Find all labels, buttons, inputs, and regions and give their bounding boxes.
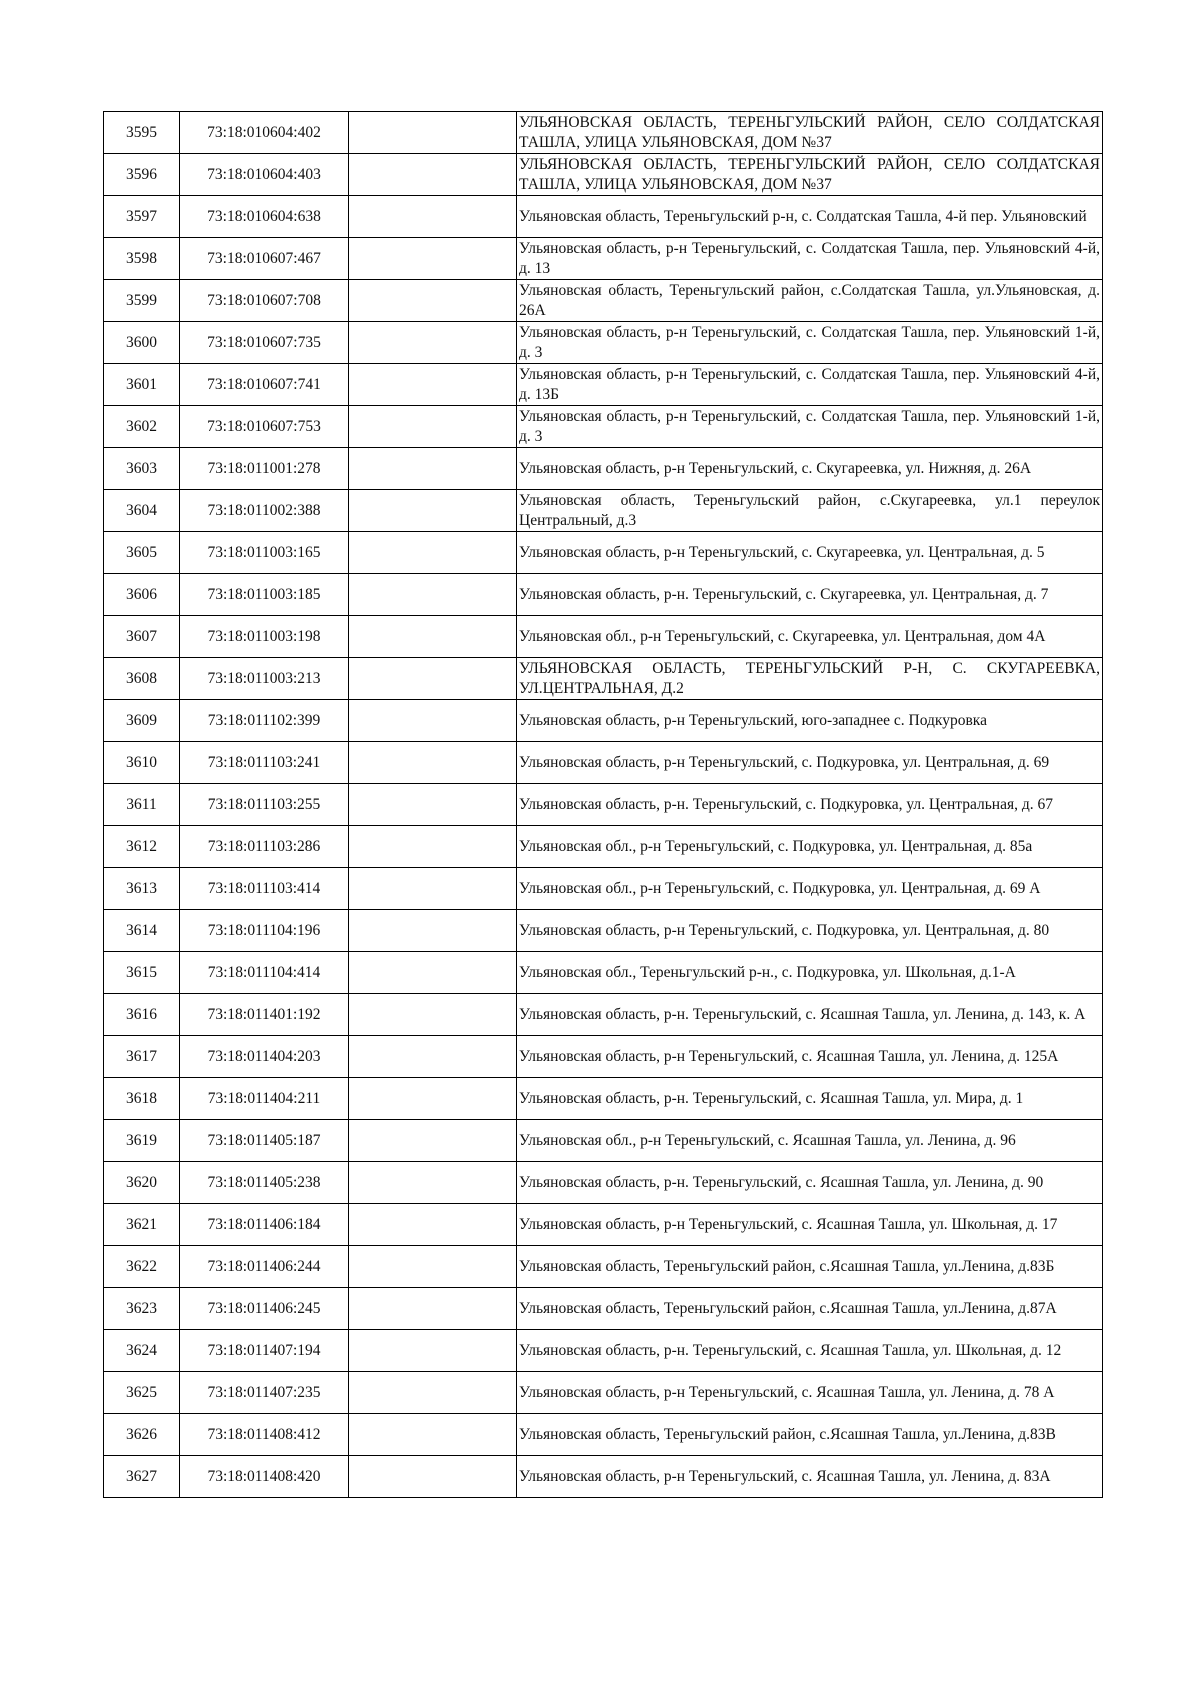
address-text: Ульяновская область, р-н. Тереньгульский, с. Ясашная Ташла, ул. Ленина, д. 90 — [519, 1173, 1044, 1191]
document-page — [103, 111, 1102, 1498]
table-row — [104, 868, 1103, 910]
cadastral-number-cell: 73:18:010607:708 — [180, 280, 349, 322]
address-cell — [517, 490, 1103, 532]
cadastral-number-cell: 73:18:011103:241 — [180, 742, 349, 784]
empty-cell — [349, 616, 517, 658]
empty-cell — [349, 238, 517, 280]
row-number-cell: 3610 — [104, 742, 180, 784]
address-text: Ульяновская область, р-н. Тереньгульский, с. Ясашная Ташла, ул. Ленина, д. 143, к. А — [519, 1005, 1086, 1023]
address-text: Ульяновская область, Тереньгульский район, с.Ясашная Ташла, ул.Ленина, д.87А — [519, 1299, 1057, 1317]
table-row — [104, 658, 1103, 700]
address-text: Ульяновская область, р-н Тереньгульский, с. Подкуровка, ул. Центральная, д. 69 — [519, 753, 1050, 771]
table-row — [104, 406, 1103, 448]
row-number-cell: 3602 — [104, 406, 180, 448]
empty-cell — [349, 364, 517, 406]
row-number-cell: 3622 — [104, 1246, 180, 1288]
registry-table-body — [104, 112, 1103, 1498]
address-cell — [517, 826, 1103, 868]
row-number-cell: 3624 — [104, 1330, 180, 1372]
table-row — [104, 700, 1103, 742]
address-text: Ульяновская область, р-н Тереньгульский, с. Скугареевка, ул. Центральная, д. 5 — [519, 543, 1045, 561]
address-cell — [517, 700, 1103, 742]
row-number-cell: 3609 — [104, 700, 180, 742]
table-row — [104, 322, 1103, 364]
address-text: Ульяновская область, р-н Тереньгульский, с. Ясашная Ташла, ул. Ленина, д. 78 А — [519, 1383, 1055, 1401]
row-number-cell: 3608 — [104, 658, 180, 700]
empty-cell — [349, 910, 517, 952]
address-text: Ульяновская область, р-н Тереньгульский, с. Ясашная Ташла, ул. Ленина, д. 125А — [519, 1047, 1059, 1065]
cadastral-number-cell: 73:18:010604:402 — [180, 112, 349, 154]
row-number-cell: 3595 — [104, 112, 180, 154]
empty-cell — [349, 658, 517, 700]
address-text: Ульяновская область, р-н Тереньгульский, с. Солдатская Ташла, пер. Ульяновский 4-й, д. 13Б — [519, 365, 1100, 403]
row-number-cell: 3619 — [104, 1120, 180, 1162]
table-row — [104, 1204, 1103, 1246]
address-cell — [517, 1246, 1103, 1288]
address-cell — [517, 616, 1103, 658]
property-registry-table — [103, 111, 1103, 1498]
row-number-cell: 3620 — [104, 1162, 180, 1204]
cadastral-number-cell: 73:18:011401:192 — [180, 994, 349, 1036]
address-cell — [517, 1456, 1103, 1498]
empty-cell — [349, 322, 517, 364]
address-cell — [517, 784, 1103, 826]
cadastral-number-cell: 73:18:011405:238 — [180, 1162, 349, 1204]
address-text: Ульяновская область, Тереньгульский район, с.Ясашная Ташла, ул.Ленина, д.83В — [519, 1425, 1056, 1443]
table-row — [104, 1036, 1103, 1078]
address-text: Ульяновская область, р-н Тереньгульский, с. Ясашная Ташла, ул. Ленина, д. 83А — [519, 1467, 1051, 1485]
address-cell — [517, 1120, 1103, 1162]
empty-cell — [349, 1204, 517, 1246]
address-text: Ульяновская область, р-н. Тереньгульский, с. Скугареевка, ул. Центральная, д. 7 — [519, 585, 1049, 603]
empty-cell — [349, 532, 517, 574]
address-text: Ульяновская обл., Тереньгульский р-н., с. Подкуровка, ул. Школьная, д.1-А — [519, 963, 1016, 981]
address-text: Ульяновская область, р-н Тереньгульский, с. Подкуровка, ул. Центральная, д. 80 — [519, 921, 1050, 939]
address-cell — [517, 910, 1103, 952]
cadastral-number-cell: 73:18:011406:245 — [180, 1288, 349, 1330]
table-row — [104, 910, 1103, 952]
cadastral-number-cell: 73:18:010604:638 — [180, 196, 349, 238]
address-cell — [517, 1036, 1103, 1078]
address-cell — [517, 280, 1103, 322]
cadastral-number-cell: 73:18:011408:412 — [180, 1414, 349, 1456]
cadastral-number-cell: 73:18:011407:235 — [180, 1372, 349, 1414]
address-cell — [517, 112, 1103, 154]
cadastral-number-cell: 73:18:011102:399 — [180, 700, 349, 742]
empty-cell — [349, 1330, 517, 1372]
row-number-cell: 3604 — [104, 490, 180, 532]
cadastral-number-cell: 73:18:011104:414 — [180, 952, 349, 994]
empty-cell — [349, 1162, 517, 1204]
table-row — [104, 784, 1103, 826]
cadastral-number-cell: 73:18:011405:187 — [180, 1120, 349, 1162]
cadastral-number-cell: 73:18:011002:388 — [180, 490, 349, 532]
address-cell — [517, 238, 1103, 280]
empty-cell — [349, 1036, 517, 1078]
cadastral-number-cell: 73:18:011404:211 — [180, 1078, 349, 1120]
address-text: Ульяновская обл., р-н Тереньгульский, с. Ясашная Ташла, ул. Ленина, д. 96 — [519, 1131, 1016, 1149]
address-cell — [517, 1162, 1103, 1204]
row-number-cell: 3597 — [104, 196, 180, 238]
address-cell — [517, 1204, 1103, 1246]
empty-cell — [349, 826, 517, 868]
empty-cell — [349, 784, 517, 826]
cadastral-number-cell: 73:18:011003:198 — [180, 616, 349, 658]
address-cell — [517, 1078, 1103, 1120]
row-number-cell: 3627 — [104, 1456, 180, 1498]
address-text: Ульяновская область, Тереньгульский район, с.Скугареевка, ул.1 переулок Центральный, д.3 — [519, 491, 1100, 529]
empty-cell — [349, 112, 517, 154]
table-row — [104, 994, 1103, 1036]
cadastral-number-cell: 73:18:010607:467 — [180, 238, 349, 280]
table-row — [104, 448, 1103, 490]
address-cell — [517, 322, 1103, 364]
table-row — [104, 1456, 1103, 1498]
address-text: Ульяновская область, Тереньгульский район, с.Ясашная Ташла, ул.Ленина, д.83Б — [519, 1257, 1055, 1275]
address-cell — [517, 1288, 1103, 1330]
address-text: Ульяновская область, Тереньгульский район, с.Солдатская Ташла, ул.Ульяновская, д. 26А — [519, 281, 1100, 319]
row-number-cell: 3621 — [104, 1204, 180, 1246]
row-number-cell: 3606 — [104, 574, 180, 616]
table-row — [104, 532, 1103, 574]
address-cell — [517, 574, 1103, 616]
row-number-cell: 3596 — [104, 154, 180, 196]
table-row — [104, 238, 1103, 280]
row-number-cell: 3603 — [104, 448, 180, 490]
address-cell — [517, 196, 1103, 238]
empty-cell — [349, 406, 517, 448]
address-cell — [517, 154, 1103, 196]
empty-cell — [349, 574, 517, 616]
row-number-cell: 3611 — [104, 784, 180, 826]
address-cell — [517, 364, 1103, 406]
address-text: Ульяновская область, р-н. Тереньгульский, с. Ясашная Ташла, ул. Школьная, д. 12 — [519, 1341, 1062, 1359]
cadastral-number-cell: 73:18:011407:194 — [180, 1330, 349, 1372]
table-row — [104, 1078, 1103, 1120]
cadastral-number-cell: 73:18:011406:244 — [180, 1246, 349, 1288]
row-number-cell: 3612 — [104, 826, 180, 868]
empty-cell — [349, 1288, 517, 1330]
table-row — [104, 154, 1103, 196]
address-text: УЛЬЯНОВСКАЯ ОБЛАСТЬ, ТЕРЕНЬГУЛЬСКИЙ РАЙОН, СЕЛО СОЛДАТСКАЯ ТАШЛА, УЛИЦА УЛЬЯНОВСКАЯ, ДОМ №37 — [519, 155, 1100, 193]
cadastral-number-cell: 73:18:011103:414 — [180, 868, 349, 910]
row-number-cell: 3615 — [104, 952, 180, 994]
address-text: Ульяновская область, р-н Тереньгульский, с. Солдатская Ташла, пер. Ульяновский 1-й, д. 3 — [519, 323, 1100, 361]
cadastral-number-cell: 73:18:011003:213 — [180, 658, 349, 700]
table-row — [104, 490, 1103, 532]
row-number-cell: 3626 — [104, 1414, 180, 1456]
row-number-cell: 3616 — [104, 994, 180, 1036]
empty-cell — [349, 280, 517, 322]
address-cell — [517, 1330, 1103, 1372]
address-text: Ульяновская обл., р-н Тереньгульский, с. Скугареевка, ул. Центральная, дом 4А — [519, 627, 1046, 645]
empty-cell — [349, 868, 517, 910]
cadastral-number-cell: 73:18:011406:184 — [180, 1204, 349, 1246]
empty-cell — [349, 700, 517, 742]
row-number-cell: 3599 — [104, 280, 180, 322]
cadastral-number-cell: 73:18:011104:196 — [180, 910, 349, 952]
cadastral-number-cell: 73:18:011003:185 — [180, 574, 349, 616]
address-text: Ульяновская область, р-н Тереньгульский, с. Ясашная Ташла, ул. Школьная, д. 17 — [519, 1215, 1058, 1233]
address-cell — [517, 1372, 1103, 1414]
table-row — [104, 1120, 1103, 1162]
row-number-cell: 3614 — [104, 910, 180, 952]
address-cell — [517, 1414, 1103, 1456]
address-text: Ульяновская обл., р-н Тереньгульский, с. Подкуровка, ул. Центральная, д. 69 А — [519, 879, 1041, 897]
empty-cell — [349, 742, 517, 784]
address-cell — [517, 994, 1103, 1036]
address-text: Ульяновская область, р-н Тереньгульский, с. Солдатская Ташла, пер. Ульяновский 4-й, д. 13 — [519, 239, 1100, 277]
address-text: УЛЬЯНОВСКАЯ ОБЛАСТЬ, ТЕРЕНЬГУЛЬСКИЙ Р-Н, С. СКУГАРЕЕВКА, УЛ.ЦЕНТРАЛЬНАЯ, Д.2 — [519, 659, 1100, 697]
address-cell — [517, 868, 1103, 910]
table-row — [104, 364, 1103, 406]
table-row — [104, 1330, 1103, 1372]
table-row — [104, 952, 1103, 994]
empty-cell — [349, 1414, 517, 1456]
table-row — [104, 196, 1103, 238]
cadastral-number-cell: 73:18:010607:753 — [180, 406, 349, 448]
address-cell — [517, 532, 1103, 574]
table-row — [104, 574, 1103, 616]
empty-cell — [349, 1372, 517, 1414]
cadastral-number-cell: 73:18:011003:165 — [180, 532, 349, 574]
table-row — [104, 1414, 1103, 1456]
address-text: Ульяновская область, Тереньгульский р-н, с. Солдатская Ташла, 4-й пер. Ульяновский — [519, 207, 1087, 225]
row-number-cell: 3613 — [104, 868, 180, 910]
cadastral-number-cell: 73:18:010607:741 — [180, 364, 349, 406]
row-number-cell: 3618 — [104, 1078, 180, 1120]
empty-cell — [349, 994, 517, 1036]
address-text: УЛЬЯНОВСКАЯ ОБЛАСТЬ, ТЕРЕНЬГУЛЬСКИЙ РАЙОН, СЕЛО СОЛДАТСКАЯ ТАШЛА, УЛИЦА УЛЬЯНОВСКАЯ, ДОМ №37 — [519, 113, 1100, 151]
table-row — [104, 1162, 1103, 1204]
cadastral-number-cell: 73:18:010604:403 — [180, 154, 349, 196]
empty-cell — [349, 490, 517, 532]
address-cell — [517, 952, 1103, 994]
empty-cell — [349, 448, 517, 490]
row-number-cell: 3601 — [104, 364, 180, 406]
address-cell — [517, 448, 1103, 490]
cadastral-number-cell: 73:18:010607:735 — [180, 322, 349, 364]
row-number-cell: 3600 — [104, 322, 180, 364]
row-number-cell: 3623 — [104, 1288, 180, 1330]
cadastral-number-cell: 73:18:011404:203 — [180, 1036, 349, 1078]
address-text: Ульяновская обл., р-н Тереньгульский, с. Подкуровка, ул. Центральная, д. 85а — [519, 837, 1033, 855]
cadastral-number-cell: 73:18:011001:278 — [180, 448, 349, 490]
row-number-cell: 3607 — [104, 616, 180, 658]
table-row — [104, 1372, 1103, 1414]
row-number-cell: 3617 — [104, 1036, 180, 1078]
row-number-cell: 3598 — [104, 238, 180, 280]
cadastral-number-cell: 73:18:011103:286 — [180, 826, 349, 868]
empty-cell — [349, 196, 517, 238]
empty-cell — [349, 1246, 517, 1288]
empty-cell — [349, 1078, 517, 1120]
address-cell — [517, 742, 1103, 784]
address-text: Ульяновская область, р-н Тереньгульский, с. Солдатская Ташла, пер. Ульяновский 1-й, д. 3 — [519, 407, 1100, 445]
empty-cell — [349, 952, 517, 994]
empty-cell — [349, 1120, 517, 1162]
address-text: Ульяновская область, р-н Тереньгульский, с. Скугареевка, ул. Нижняя, д. 26А — [519, 459, 1032, 477]
row-number-cell: 3625 — [104, 1372, 180, 1414]
address-text: Ульяновская область, р-н. Тереньгульский, с. Подкуровка, ул. Центральная, д. 67 — [519, 795, 1053, 813]
table-row — [104, 616, 1103, 658]
address-text: Ульяновская область, р-н Тереньгульский, юго-западнее с. Подкуровка — [519, 711, 987, 729]
cadastral-number-cell: 73:18:011103:255 — [180, 784, 349, 826]
empty-cell — [349, 1456, 517, 1498]
table-row — [104, 826, 1103, 868]
table-row — [104, 1246, 1103, 1288]
row-number-cell: 3605 — [104, 532, 180, 574]
address-text: Ульяновская область, р-н. Тереньгульский, с. Ясашная Ташла, ул. Мира, д. 1 — [519, 1089, 1024, 1107]
address-cell — [517, 658, 1103, 700]
table-row — [104, 280, 1103, 322]
table-row — [104, 1288, 1103, 1330]
table-row — [104, 742, 1103, 784]
cadastral-number-cell: 73:18:011408:420 — [180, 1456, 349, 1498]
address-cell — [517, 406, 1103, 448]
table-row — [104, 112, 1103, 154]
empty-cell — [349, 154, 517, 196]
